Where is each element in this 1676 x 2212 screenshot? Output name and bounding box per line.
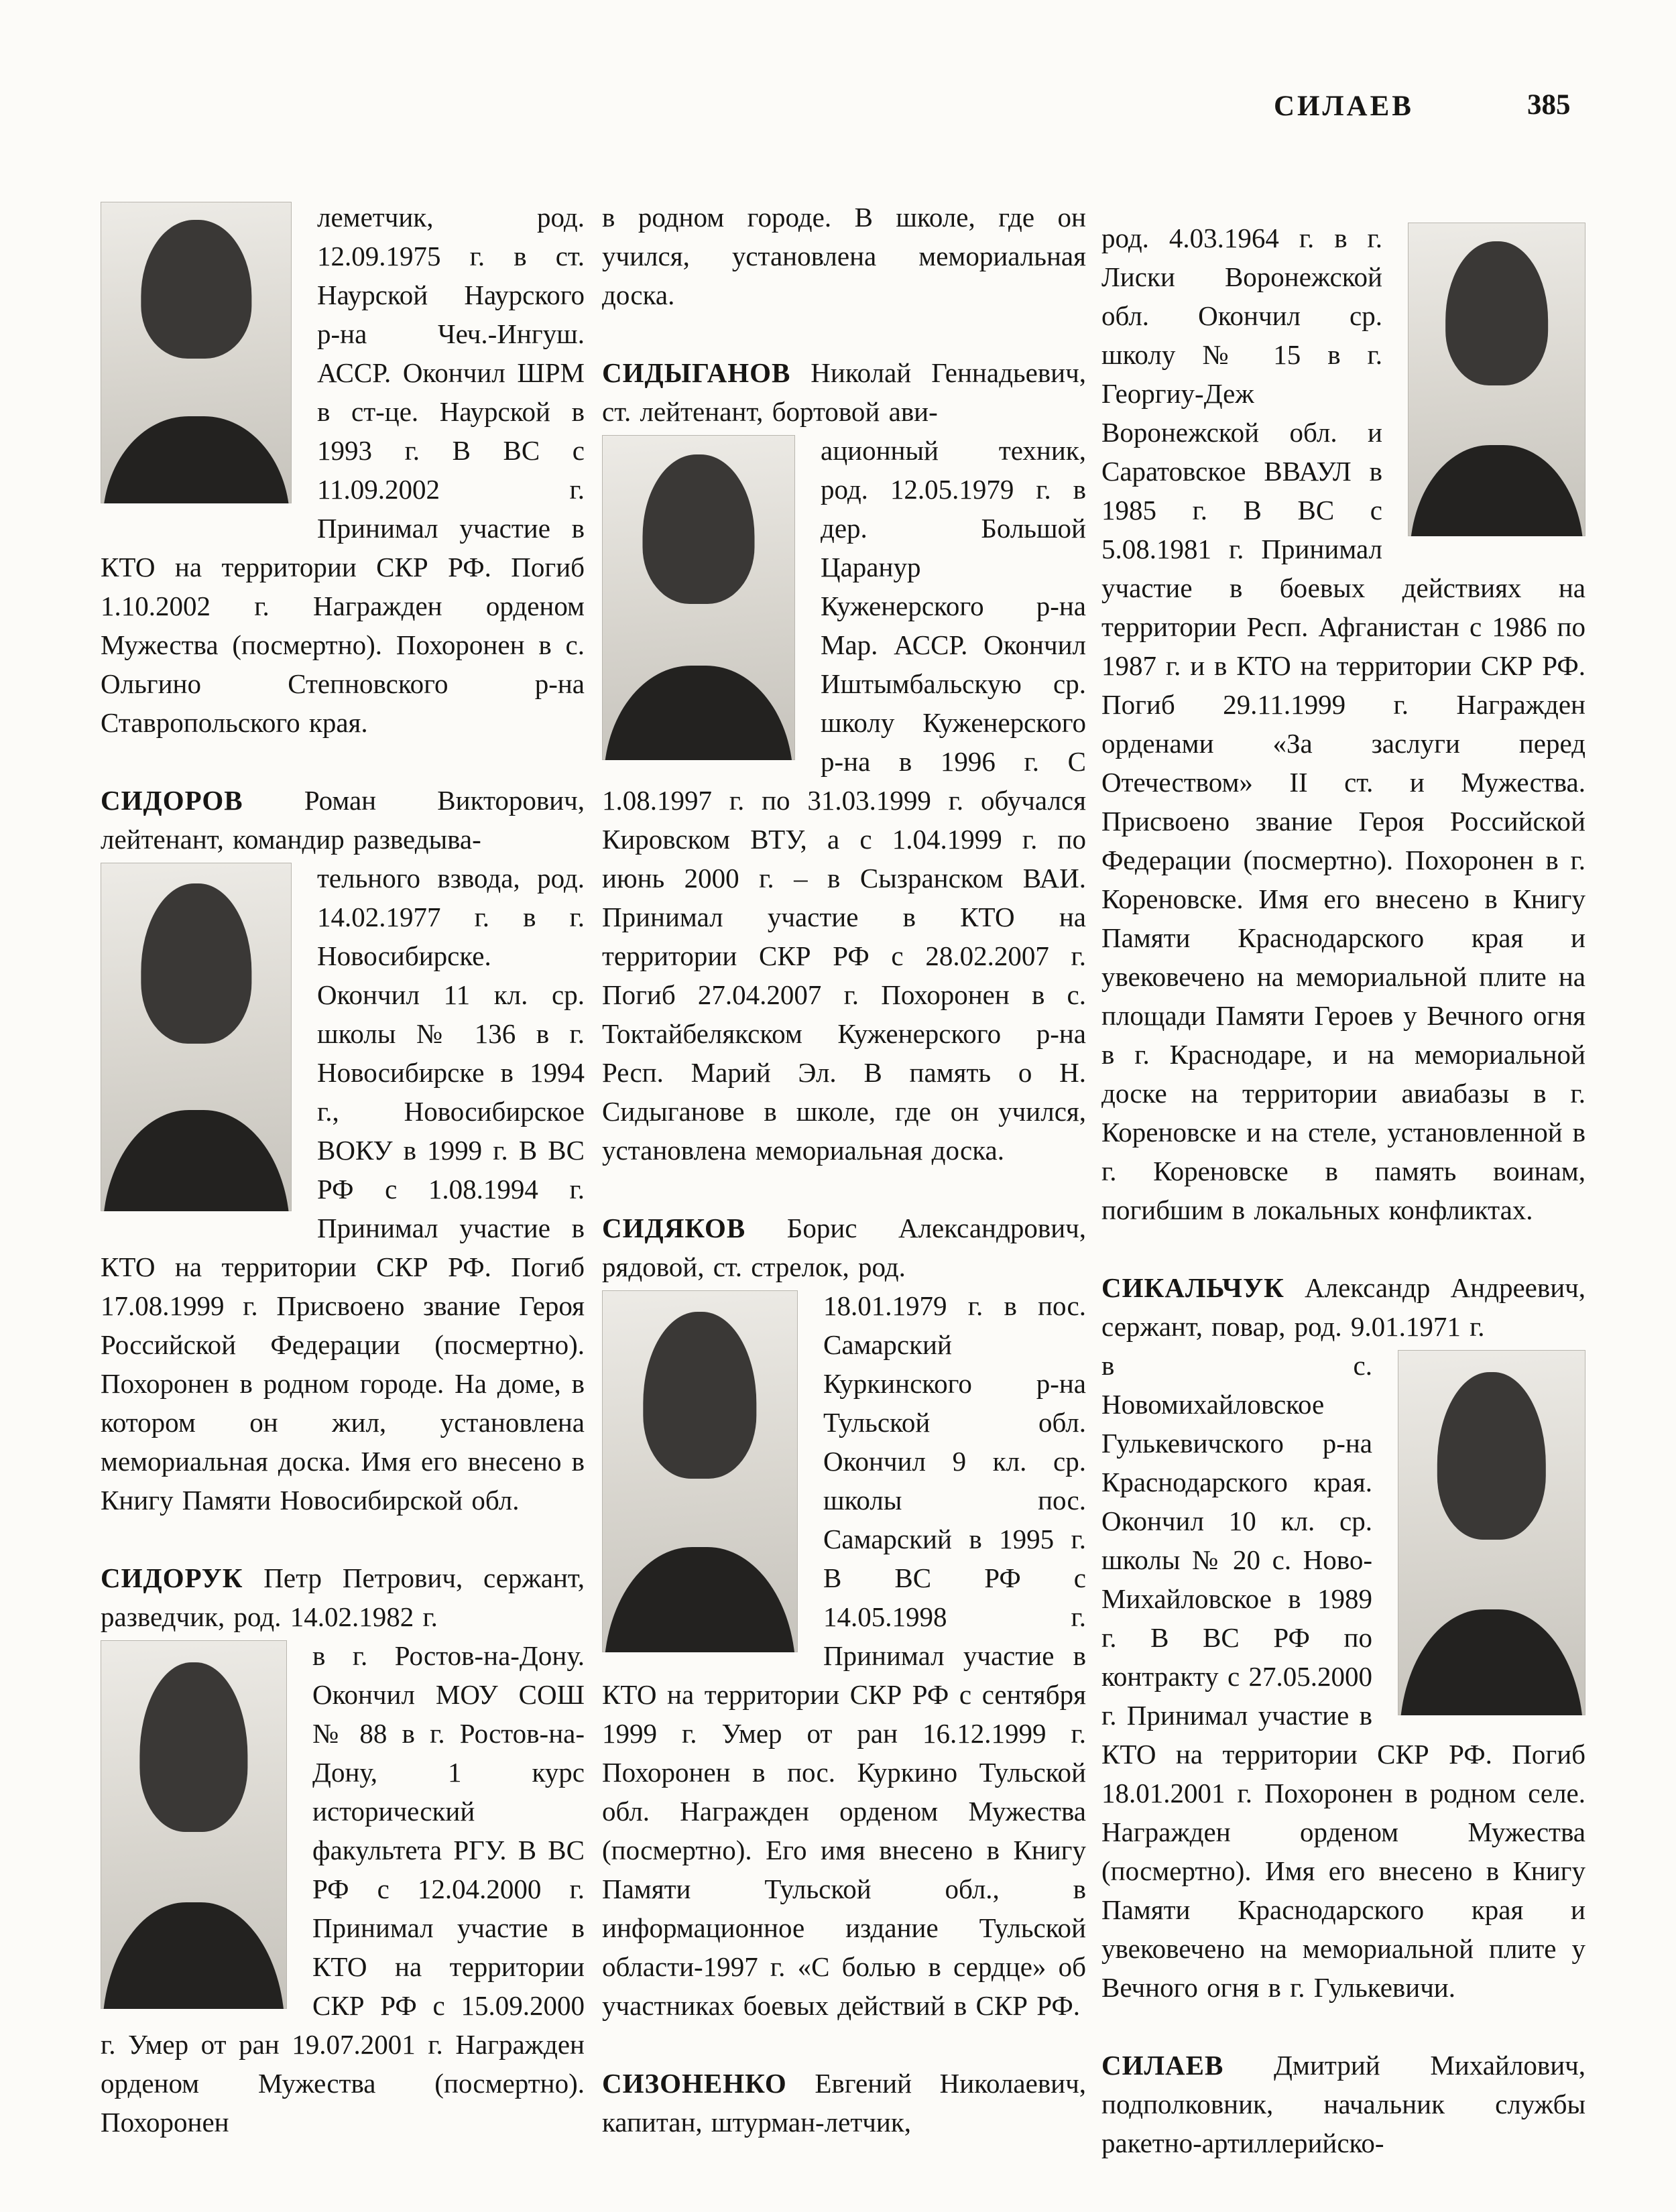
entry-body-text: в г. Ростов-на-Дону. Окончил МОУ СОШ № 88 в г. Ростов-на-Дону, 1 курс исторический факультета РГУ. В ВС РФ с 12.04.2000 г. Принимал участие в КТО на территории СКР РФ с 15.09.2000 г. Умер от ран 19.07.2001 г. Награжден орденом Мужества (посмертно). Похоронен: [101, 1640, 585, 2138]
entry-intro: Дмитрий Михайлович, подполковник, начальник службы ракетно-артиллерийско-: [1101, 2050, 1586, 2158]
entry-surname: СИДОРОВ: [101, 785, 243, 816]
running-title: СИЛАЕВ: [1274, 90, 1414, 122]
entry-surname: СИКАЛЬЧУК: [1101, 1272, 1284, 1303]
entry-body: [602, 431, 1086, 1170]
entry-surname: СИЛАЕВ: [1101, 2050, 1224, 2081]
entry-body: [1101, 219, 1585, 1229]
memorial-entry: [1101, 219, 1585, 1229]
portrait-photo: [101, 863, 292, 1211]
memorial-entry: [101, 198, 585, 742]
portrait-photo: [101, 202, 292, 503]
photo-head-silhouette: [1445, 241, 1549, 385]
entry-body: [1101, 1346, 1585, 2007]
memorial-entry: [602, 198, 1086, 314]
entry-surname: СИДЫГАНОВ: [602, 357, 791, 388]
photo-head-silhouette: [141, 220, 251, 359]
photo-shoulders-silhouette: [604, 666, 793, 760]
entry-body-text: леметчик, род. 12.09.1975 г. в ст. Наурской Наурского р-на Чеч.-Ингуш. АССР. Окончил ШРМ в ст-це. Наурской в 1993 г. В ВС с 11.09.2002 г. Принимал участие в КТО на территории СКР РФ. Погиб 1.10.2002 г. Награжден орденом Мужества (посмертно). Похоронен в с. Ольгино Степновского р-на Ставропольского края.: [101, 202, 585, 738]
entry-intro: Роман Викторович, лейтенант, командир разведыва-: [101, 785, 585, 855]
entry-body-text: в с. Новомихайловское Гулькевичского р-на Краснодарского края. Окончил 10 кл. ср. школы № 20 с. Ново-Михайловское в 1989 г. В ВС РФ по контракту с 27.05.2000 г. Принимал участие в КТО на территории СКР РФ. Погиб 18.01.2001 г. Похоронен в родном селе. Награжден орденом Мужества (посмертно). Имя его внесено в Книгу Памяти Краснодарского края и увековечено на мемориальной плите у Вечного огня в г. Гулькевичи.: [1101, 1350, 1585, 2003]
photo-shoulders-silhouette: [1400, 1609, 1583, 1715]
entry-body: [602, 198, 1086, 314]
memorial-entry: [1101, 1268, 1585, 2007]
entry-body: [101, 198, 585, 742]
portrait-photo: [101, 1640, 287, 2009]
portrait-photo: [1398, 1350, 1585, 1715]
page-number: 385: [1527, 89, 1571, 121]
memorial-entry: [602, 353, 1086, 1170]
photo-head-silhouette: [642, 454, 754, 604]
entry-lead: [101, 1558, 585, 1636]
entry-lead: [602, 353, 1086, 431]
entry-surname: СИДОРУК: [101, 1562, 243, 1593]
entry-surname: СИЗОНЕНКО: [602, 2068, 787, 2099]
photo-head-silhouette: [139, 1662, 247, 1832]
portrait-photo: [602, 1290, 798, 1652]
photo-head-silhouette: [1437, 1372, 1546, 1540]
text-column-3: [1101, 219, 1585, 2162]
entry-surname: СИДЯКОВ: [602, 1213, 746, 1243]
entry-body-text: тельного взвода, род. 14.02.1977 г. в г. Новосибирске. Окончил 11 кл. ср. школы № 136 в г. Новосибирске в 1994 г., Новосибирское ВОКУ в 1999 г. В ВС РФ с 1.08.1994 г. Принимал участие в КТО на территории СКР РФ. Погиб 17.08.1999 г. Присвоено звание Героя Российской Федерации (посмертно). Похоронен в родном городе. На доме, в котором он жил, установлена мемориальная доска. Имя его внесено в Книгу Памяти Новосибирской обл.: [101, 863, 585, 1516]
entry-lead: [1101, 1268, 1585, 1346]
entry-body: [602, 1286, 1086, 2025]
portrait-photo: [1408, 223, 1585, 536]
entry-lead: [602, 1209, 1086, 1286]
portrait-photo: [602, 435, 795, 760]
entry-body-text: ационный техник, род. 12.05.1979 г. в дер. Большой Царанур Куженерского р-на Мар. АССР. Окончил Иштымбальскую ср. школу Куженерского р-на в 1996 г. С 1.08.1997 г. по 31.03.1999 г. обучался Кировском ВТУ, а с 1.04.1999 г. по июнь 2000 г. – в Сызранском ВАИ. Принимал участие в КТО на территории СКР РФ с 28.02.2007 г. Погиб 27.04.2007 г. Похоронен в с. Токтайбелякском Куженерского р-на Респ. Марий Эл. В память о Н. Сидыганове в школе, где он учился, установлена мемориальная доска.: [602, 435, 1086, 1166]
entry-intro: Александр Андреевич, сержант, повар, род. 9.01.1971 г.: [1101, 1272, 1586, 1342]
entry-lead: [101, 781, 585, 859]
entry-lead: [602, 2064, 1086, 2142]
entry-body: [101, 859, 585, 1520]
entry-body-text: в родном городе. В школе, где он учился, установлена мемориальная доска.: [602, 202, 1086, 310]
text-column-2: [602, 198, 1086, 2142]
photo-shoulders-silhouette: [604, 1547, 796, 1652]
entry-body-text: род. 4.03.1964 г. в г. Лиски Воронежской обл. Окончил ср. школу № 15 в г. Георгиу-Деж Воронежской обл. и Саратовское ВВАУЛ в 1985 г. В ВС с 5.08.1981 г. Принимал участие в боевых действиях на территории Респ. Афганистан с 1986 по 1987 г. и в КТО на территории СКР РФ. Погиб 29.11.1999 г. Награжден орденами «За заслуги перед Отечеством» II ст. и Мужества. Присвоено звание Героя Российской Федерации (посмертно). Похоронен в г. Кореновске. Имя его внесено в Книгу Памяти Краснодарского края и увековечено на мемориальной плите на площади Памяти Героев у Вечного огня в г. Краснодаре, и на мемориальной доске на территории авиабазы в г. Кореновске и на стеле, установленной в г. Кореновске в память воинам, погибшим в локальных конфликтах.: [1101, 223, 1585, 1225]
text-column-1: [101, 198, 585, 2142]
memorial-entry: [1101, 2046, 1585, 2162]
memorial-entry: [101, 781, 585, 1520]
memorial-entry: [101, 1558, 585, 2142]
entry-lead: [1101, 2046, 1585, 2162]
photo-head-silhouette: [141, 883, 251, 1044]
entry-intro: Петр Петрович, сержант, разведчик, род. 14.02.1982 г.: [101, 1562, 585, 1632]
memorial-entry: [602, 1209, 1086, 2025]
entry-intro: Борис Александрович, рядовой, ст. стрелок, род.: [602, 1213, 1087, 1282]
entry-intro: Николай Геннадьевич, ст. лейтенант, бортовой ави-: [602, 357, 1086, 427]
photo-head-silhouette: [643, 1312, 756, 1478]
photo-shoulders-silhouette: [1410, 445, 1584, 536]
photo-shoulders-silhouette: [103, 1110, 290, 1211]
entry-body-text: 18.01.1979 г. в пос. Самарский Куркинского р-на Тульской обл. Окончил 9 кл. ср. школы пос. Самарский в 1995 г. В ВС РФ с 14.05.1998 г. Принимал участие в КТО на территории СКР РФ с сентября 1999 г. Умер от ран 16.12.1999 г. Похоронен в пос. Куркино Тульской обл. Награжден орденом Мужества (посмертно). Его имя внесено в Книгу Памяти Тульской обл., в информационное издание Тульской области-1997 г. «С болью в сердце» об участниках боевых действий в СКР РФ.: [602, 1290, 1086, 2021]
entry-body: [101, 1636, 585, 2142]
entry-intro: Евгений Николаевич, капитан, штурман-летчик,: [602, 2068, 1086, 2138]
memorial-entry: [602, 2064, 1086, 2142]
photo-shoulders-silhouette: [103, 1902, 285, 2010]
photo-shoulders-silhouette: [103, 416, 290, 504]
